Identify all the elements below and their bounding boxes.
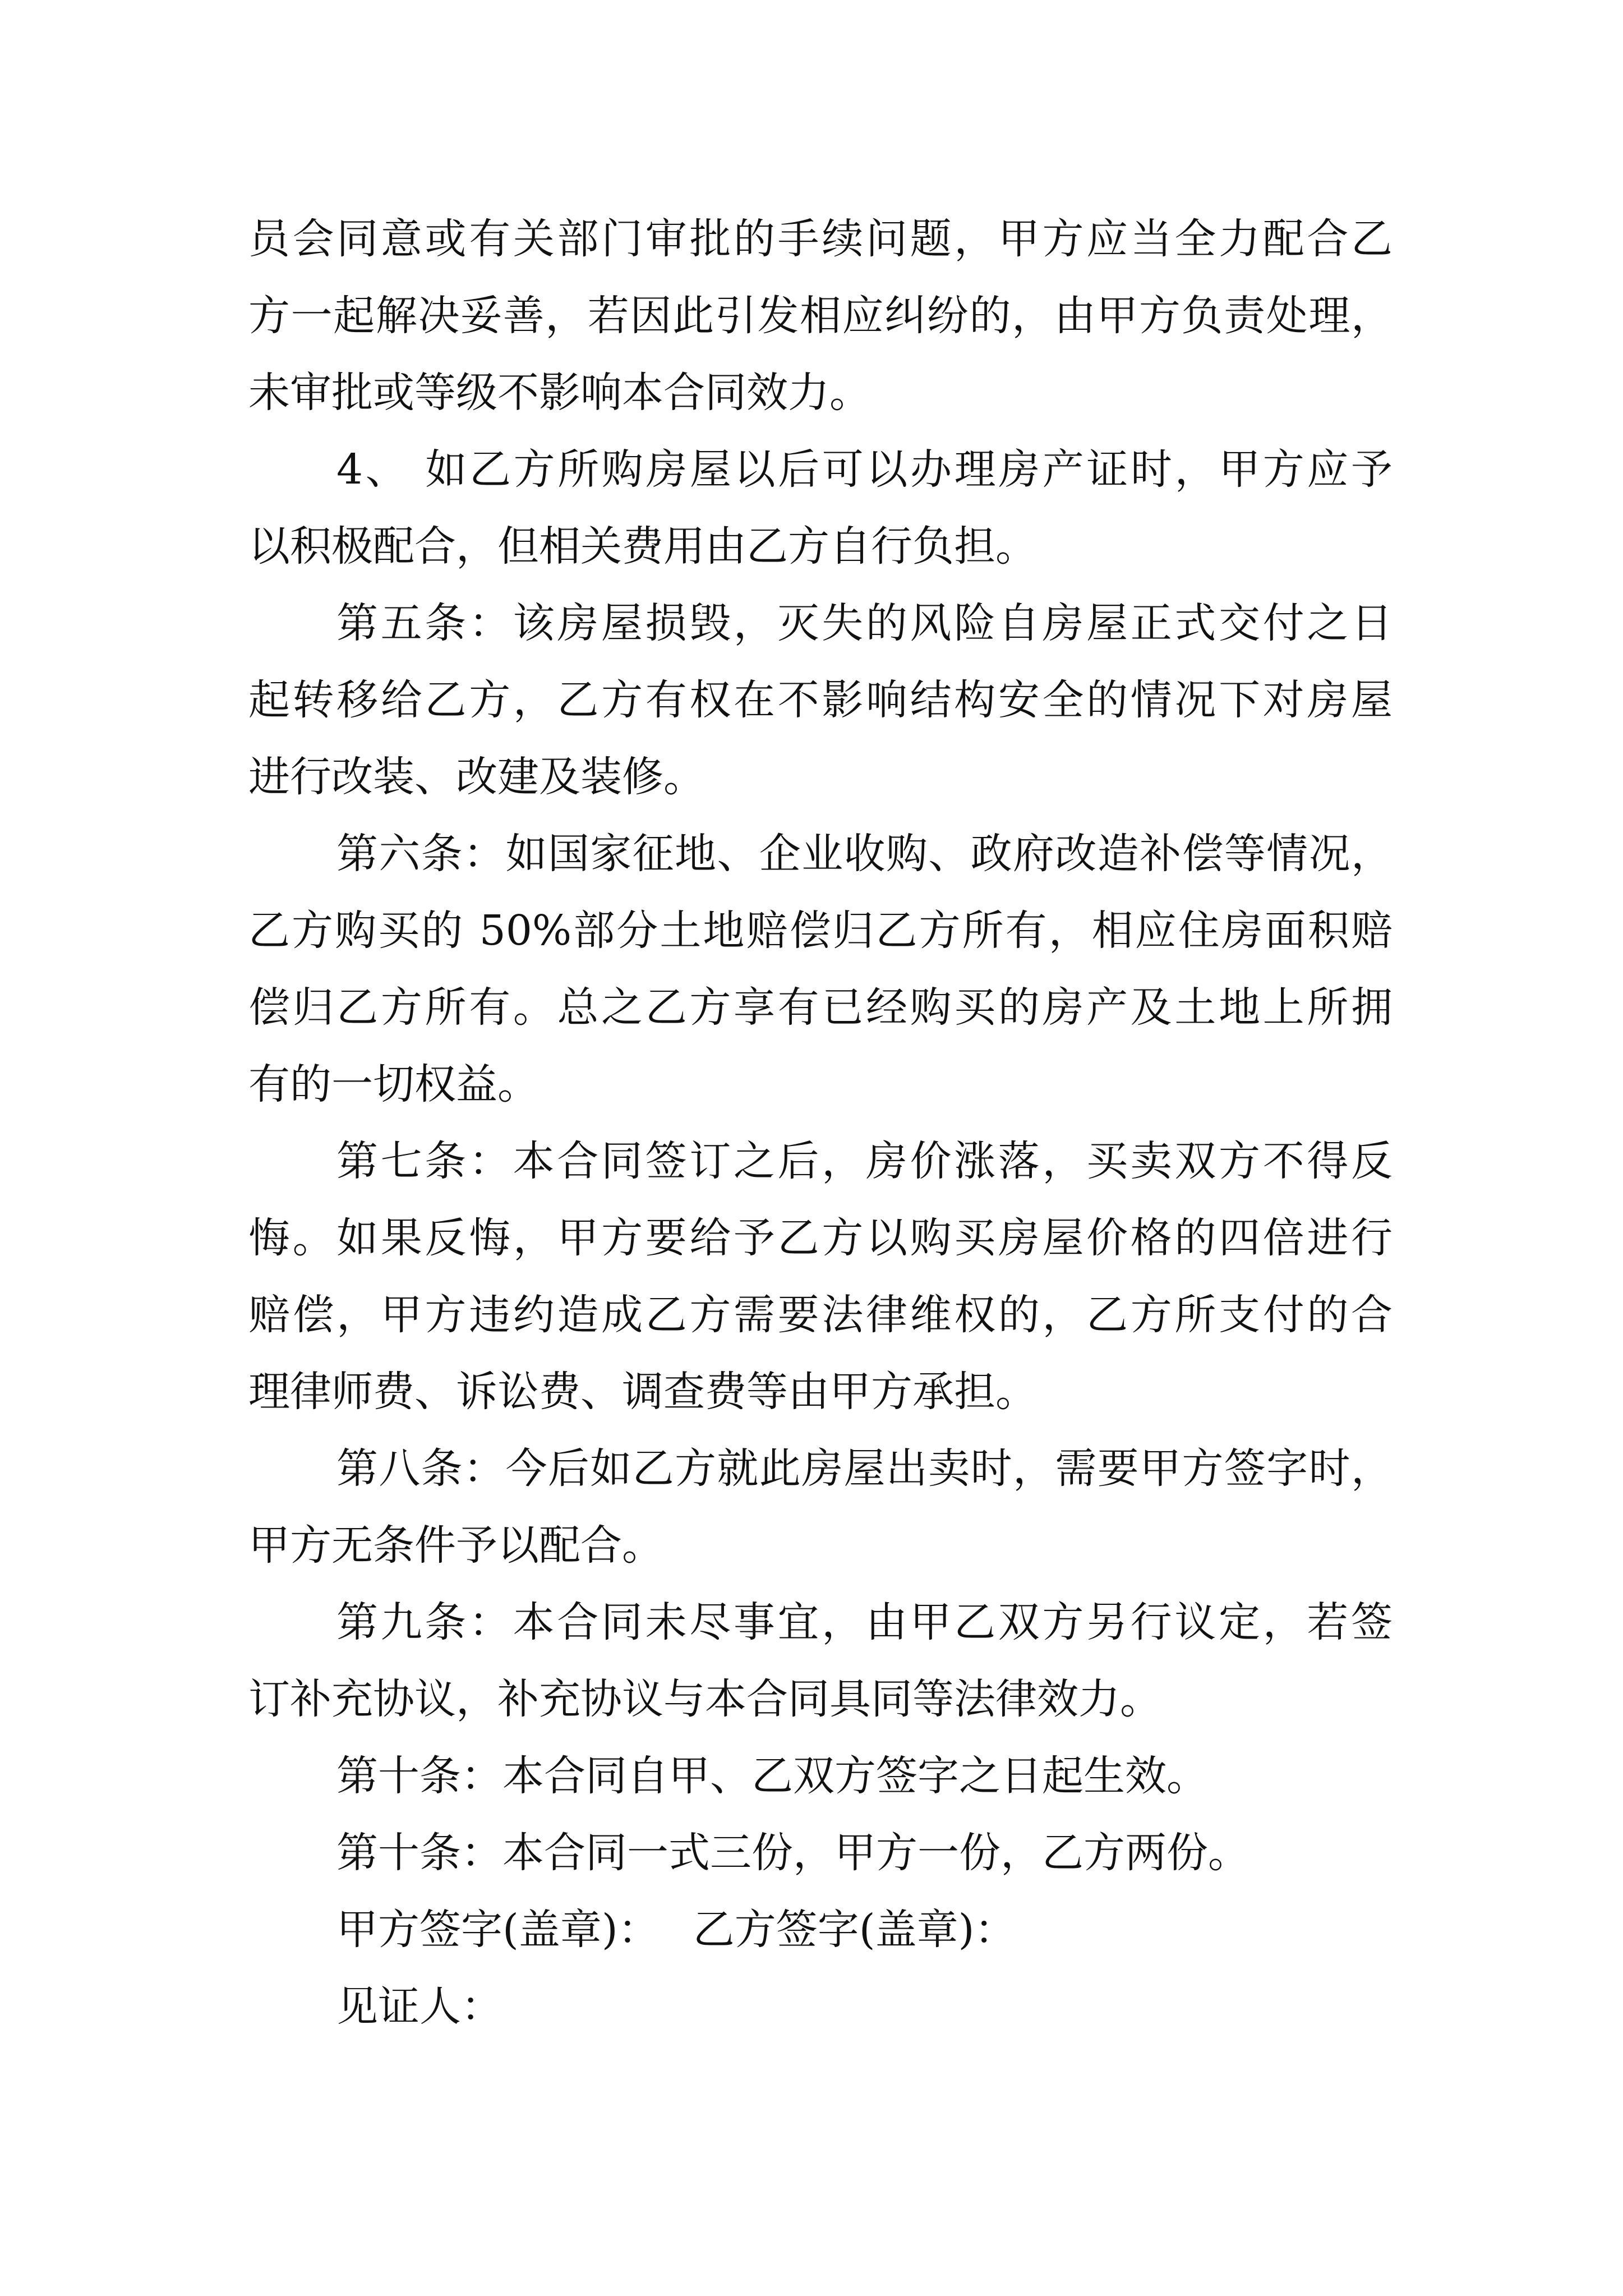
article-7-line: 第七条：本合同签订之后，房价涨落，买卖双方不得反 — [336, 1137, 1393, 1185]
text-line: 甲方无条件予以配合。 — [248, 1521, 663, 1570]
text-line: 乙方购买的 50%部分土地赔偿归乙方所有，相应住房面积赔 — [248, 907, 1393, 955]
text-line: 偿归乙方所有。总之乙方享有已经购买的房产及土地上所拥 — [248, 983, 1393, 1032]
article-5-line: 第五条：该房屋损毁，灭失的风险自房屋正式交付之日 — [336, 599, 1393, 647]
text-line: 订补充协议，补充协议与本合同具同等法律效力。 — [248, 1675, 1161, 1723]
article-9-line: 第九条：本合同未尽事宜，由甲乙双方另行议定，若签 — [336, 1598, 1393, 1646]
clause-4-line: 4、 如乙方所购房屋以后可以办理房产证时，甲方应予 — [336, 445, 1393, 494]
text-line: 赔偿，甲方违约造成乙方需要法律维权的，乙方所支付的合 — [248, 1291, 1393, 1339]
signature-row — [248, 1892, 1393, 1968]
text-line: 未审批或等级不影响本合同效力。 — [248, 369, 871, 417]
article-10b-line: 第十条：本合同一式三份，甲方一份，乙方两份。 — [336, 1829, 1249, 1877]
party-a-signature-label: 甲方签字(盖章)： — [336, 1906, 660, 1954]
article-8-line: 第八条：今后如乙方就此房屋出卖时，需要甲方签字时， — [336, 1444, 1393, 1493]
party-b-signature-label: 乙方签字(盖章)： — [693, 1906, 1016, 1954]
text-line: 以积极配合，但相关费用由乙方自行负担。 — [248, 522, 1037, 570]
text-line: 理律师费、诉讼费、调查费等由甲方承担。 — [248, 1368, 1037, 1416]
article-10-line: 第十条：本合同自甲、乙双方签字之日起生效。 — [336, 1752, 1208, 1800]
text-line: 起转移给乙方，乙方有权在不影响结构安全的情况下对房屋 — [248, 676, 1393, 724]
contract-text — [248, 201, 1393, 2045]
text-line: 悔。如果反悔，甲方要给予乙方以购买房屋价格的四倍进行 — [248, 1214, 1393, 1262]
witness-label: 见证人： — [336, 1982, 502, 2031]
text-line: 方一起解决妥善，若因此引发相应纠纷的，由甲方负责处理， — [248, 292, 1393, 340]
text-line: 有的一切权益。 — [248, 1060, 539, 1108]
text-line: 进行改装、改建及装修。 — [248, 753, 705, 801]
text-line: 员会同意或有关部门审批的手续问题，甲方应当全力配合乙 — [248, 215, 1393, 263]
article-6-line: 第六条：如国家征地、企业收购、政府改造补偿等情况， — [336, 830, 1393, 878]
